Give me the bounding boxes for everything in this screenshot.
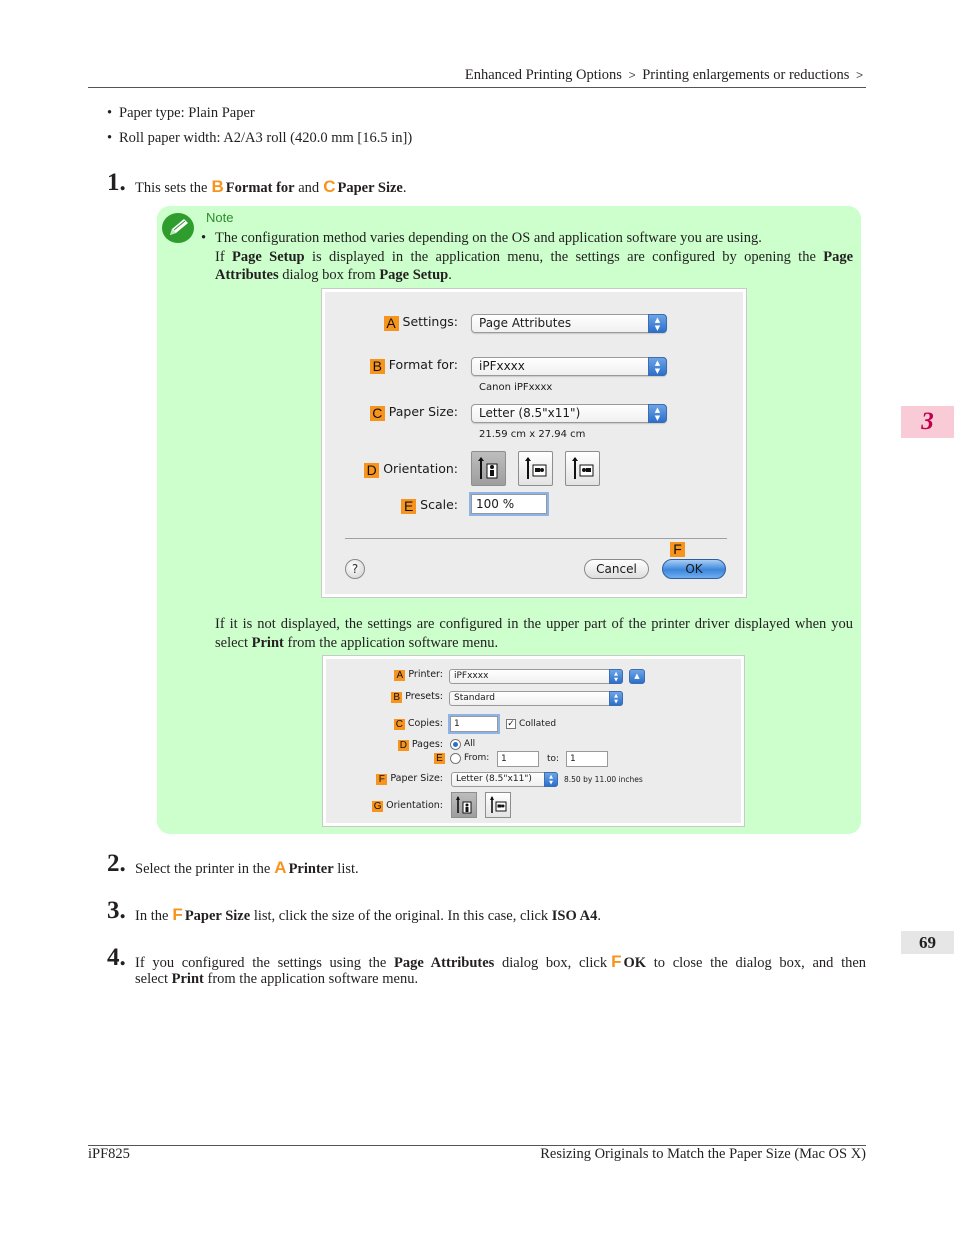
landscape-icon <box>486 793 510 817</box>
breadcrumb-item[interactable]: Printing enlargements or reductions <box>642 67 850 83</box>
landscape-right-icon <box>566 452 599 485</box>
footer-model: iPF825 <box>88 1146 130 1162</box>
callout-badge: G <box>373 801 382 812</box>
header-divider <box>88 87 866 88</box>
chapter-tab[interactable]: 3 <box>901 406 954 438</box>
format-for-select[interactable]: iPFxxxx ▲ ▼ <box>471 357 667 376</box>
copies-label: C Copies: <box>395 718 443 730</box>
list-item: • Roll paper width: A2/A3 roll (420.0 mm [16.5 in]) <box>107 126 412 151</box>
paper-size-label: F Paper Size: <box>376 773 443 785</box>
portrait-button[interactable] <box>451 792 477 818</box>
expand-dialog-button[interactable]: ▲ <box>629 669 645 684</box>
scale-input[interactable]: 100 % <box>471 494 547 514</box>
portrait-icon <box>472 452 505 485</box>
settings-label: A Settings: <box>384 314 458 331</box>
from-label: From: <box>464 753 490 763</box>
select-arrows-icon: ▲ ▼ <box>609 691 623 706</box>
pages-from-radio[interactable] <box>450 753 461 764</box>
copies-input[interactable]: 1 <box>450 716 498 732</box>
list-item: • Paper type: Plain Paper <box>107 101 412 126</box>
step-text: Select the printer in the A Printer list. <box>135 858 359 877</box>
callout-badge: B <box>391 692 402 703</box>
callout-letter: C <box>323 177 336 196</box>
note-label: Note <box>206 210 234 225</box>
footer-section-title: Resizing Originals to Match the Paper Size (Mac OS X) <box>540 1146 866 1162</box>
select-arrows-icon: ▲ ▼ <box>609 669 623 684</box>
page-attributes-dialog <box>322 289 746 597</box>
breadcrumb-separator: > <box>628 68 636 82</box>
pages-all-label: All <box>464 739 476 749</box>
orientation-label: G Orientation: <box>373 800 443 812</box>
to-label: to: <box>547 754 560 764</box>
callout-badge: A <box>384 316 399 331</box>
orientation-label: D Orientation: <box>364 461 458 478</box>
landscape-button[interactable] <box>485 792 511 818</box>
presets-select[interactable]: Standard ▲ ▼ <box>449 691 623 706</box>
callout-letter: F <box>172 905 183 924</box>
step-number: 2. <box>107 850 126 877</box>
callout-badge: E <box>434 753 445 764</box>
select-arrows-icon: ▲ ▼ <box>648 314 667 333</box>
collated-checkbox[interactable]: ✓ <box>507 719 515 729</box>
step-text: In the F Paper Size list, click the size of the original. In this case, click ISO A4. <box>135 905 601 924</box>
settings-list <box>107 101 412 151</box>
landscape-right-button[interactable] <box>565 451 600 486</box>
dialog-divider <box>345 538 727 539</box>
note-bullet: • <box>201 230 207 246</box>
printer-select[interactable]: iPFxxxx ▲ ▼ <box>449 669 623 684</box>
page-number: 69 <box>901 931 954 954</box>
callout-letter: F <box>611 952 622 971</box>
callout-badge: F <box>376 774 387 785</box>
landscape-left-button[interactable] <box>518 451 553 486</box>
ok-button[interactable]: OK <box>662 559 726 579</box>
callout-badge: C <box>395 719 403 730</box>
to-input[interactable]: 1 <box>566 751 608 767</box>
paper-size-label: C Paper Size: <box>370 404 458 421</box>
breadcrumb-separator: > <box>855 68 863 82</box>
paper-size-detail: 21.59 cm x 27.94 cm <box>479 429 586 440</box>
callout-badge: D <box>364 463 379 478</box>
from-input[interactable]: 1 <box>497 751 539 767</box>
callout-letter: A <box>274 858 287 877</box>
scale-label: E Scale: <box>401 497 458 514</box>
step-text: select Print from the application software menu. <box>135 971 419 987</box>
portrait-icon <box>452 793 476 817</box>
callout-letter: B <box>211 177 224 196</box>
paper-size-select[interactable]: Letter (8.5"x11") ▲ ▼ <box>471 404 667 423</box>
step-number: 1. <box>107 169 126 196</box>
step-text: If you configured the settings using the Page Attributes dialog box, click F OK to close the dialog box, and then <box>135 952 867 971</box>
paper-size-select[interactable]: Letter (8.5"x11") ▲ ▼ <box>451 772 558 787</box>
select-arrows-icon: ▲ ▼ <box>544 772 558 787</box>
step-number: 3. <box>107 897 126 924</box>
callout-badge: C <box>370 406 385 421</box>
step-text: This sets the B Format for and C Paper Size. <box>135 177 407 196</box>
callout-badge: F <box>670 542 685 557</box>
step-number: 4. <box>107 944 126 971</box>
help-button[interactable]: ? <box>345 559 365 579</box>
collated-label: Collated <box>519 719 557 729</box>
printer-label: A Printer: <box>394 669 443 681</box>
breadcrumb <box>465 67 866 84</box>
select-arrows-icon: ▲ ▼ <box>648 357 667 376</box>
breadcrumb-item[interactable]: Enhanced Printing Options <box>464 67 622 83</box>
pages-label: D Pages: <box>399 739 443 751</box>
callout-badge: D <box>399 740 407 751</box>
print-dialog <box>323 656 744 826</box>
presets-label: B Presets: <box>391 691 443 703</box>
callout-badge: B <box>370 359 385 374</box>
callout-badge: A <box>394 670 405 681</box>
format-for-detail: Canon iPFxxxx <box>479 382 553 393</box>
format-for-label: B Format for: <box>370 357 458 374</box>
portrait-button[interactable] <box>471 451 506 486</box>
cancel-button[interactable]: Cancel <box>584 559 649 579</box>
note-pencil-icon <box>161 212 195 244</box>
paper-size-info: 8.50 by 11.00 inches <box>564 775 643 784</box>
select-arrows-icon: ▲ ▼ <box>648 404 667 423</box>
note-paragraph-2: If it is not displayed, the settings are configured in the upper part of the printer driver displayed when you select Print from the application software menu. <box>215 616 853 651</box>
callout-badge: E <box>401 499 416 514</box>
settings-select[interactable]: Page Attributes ▲ ▼ <box>471 314 667 333</box>
pages-all-radio[interactable] <box>450 739 461 750</box>
landscape-left-icon <box>519 452 552 485</box>
note-paragraph: • The configuration method varies depending on the OS and application software you are using. If Page Setup is displayed in the application menu, the settings are configured by opening the Page Attributes dialog box from Page Setup. <box>201 230 854 283</box>
